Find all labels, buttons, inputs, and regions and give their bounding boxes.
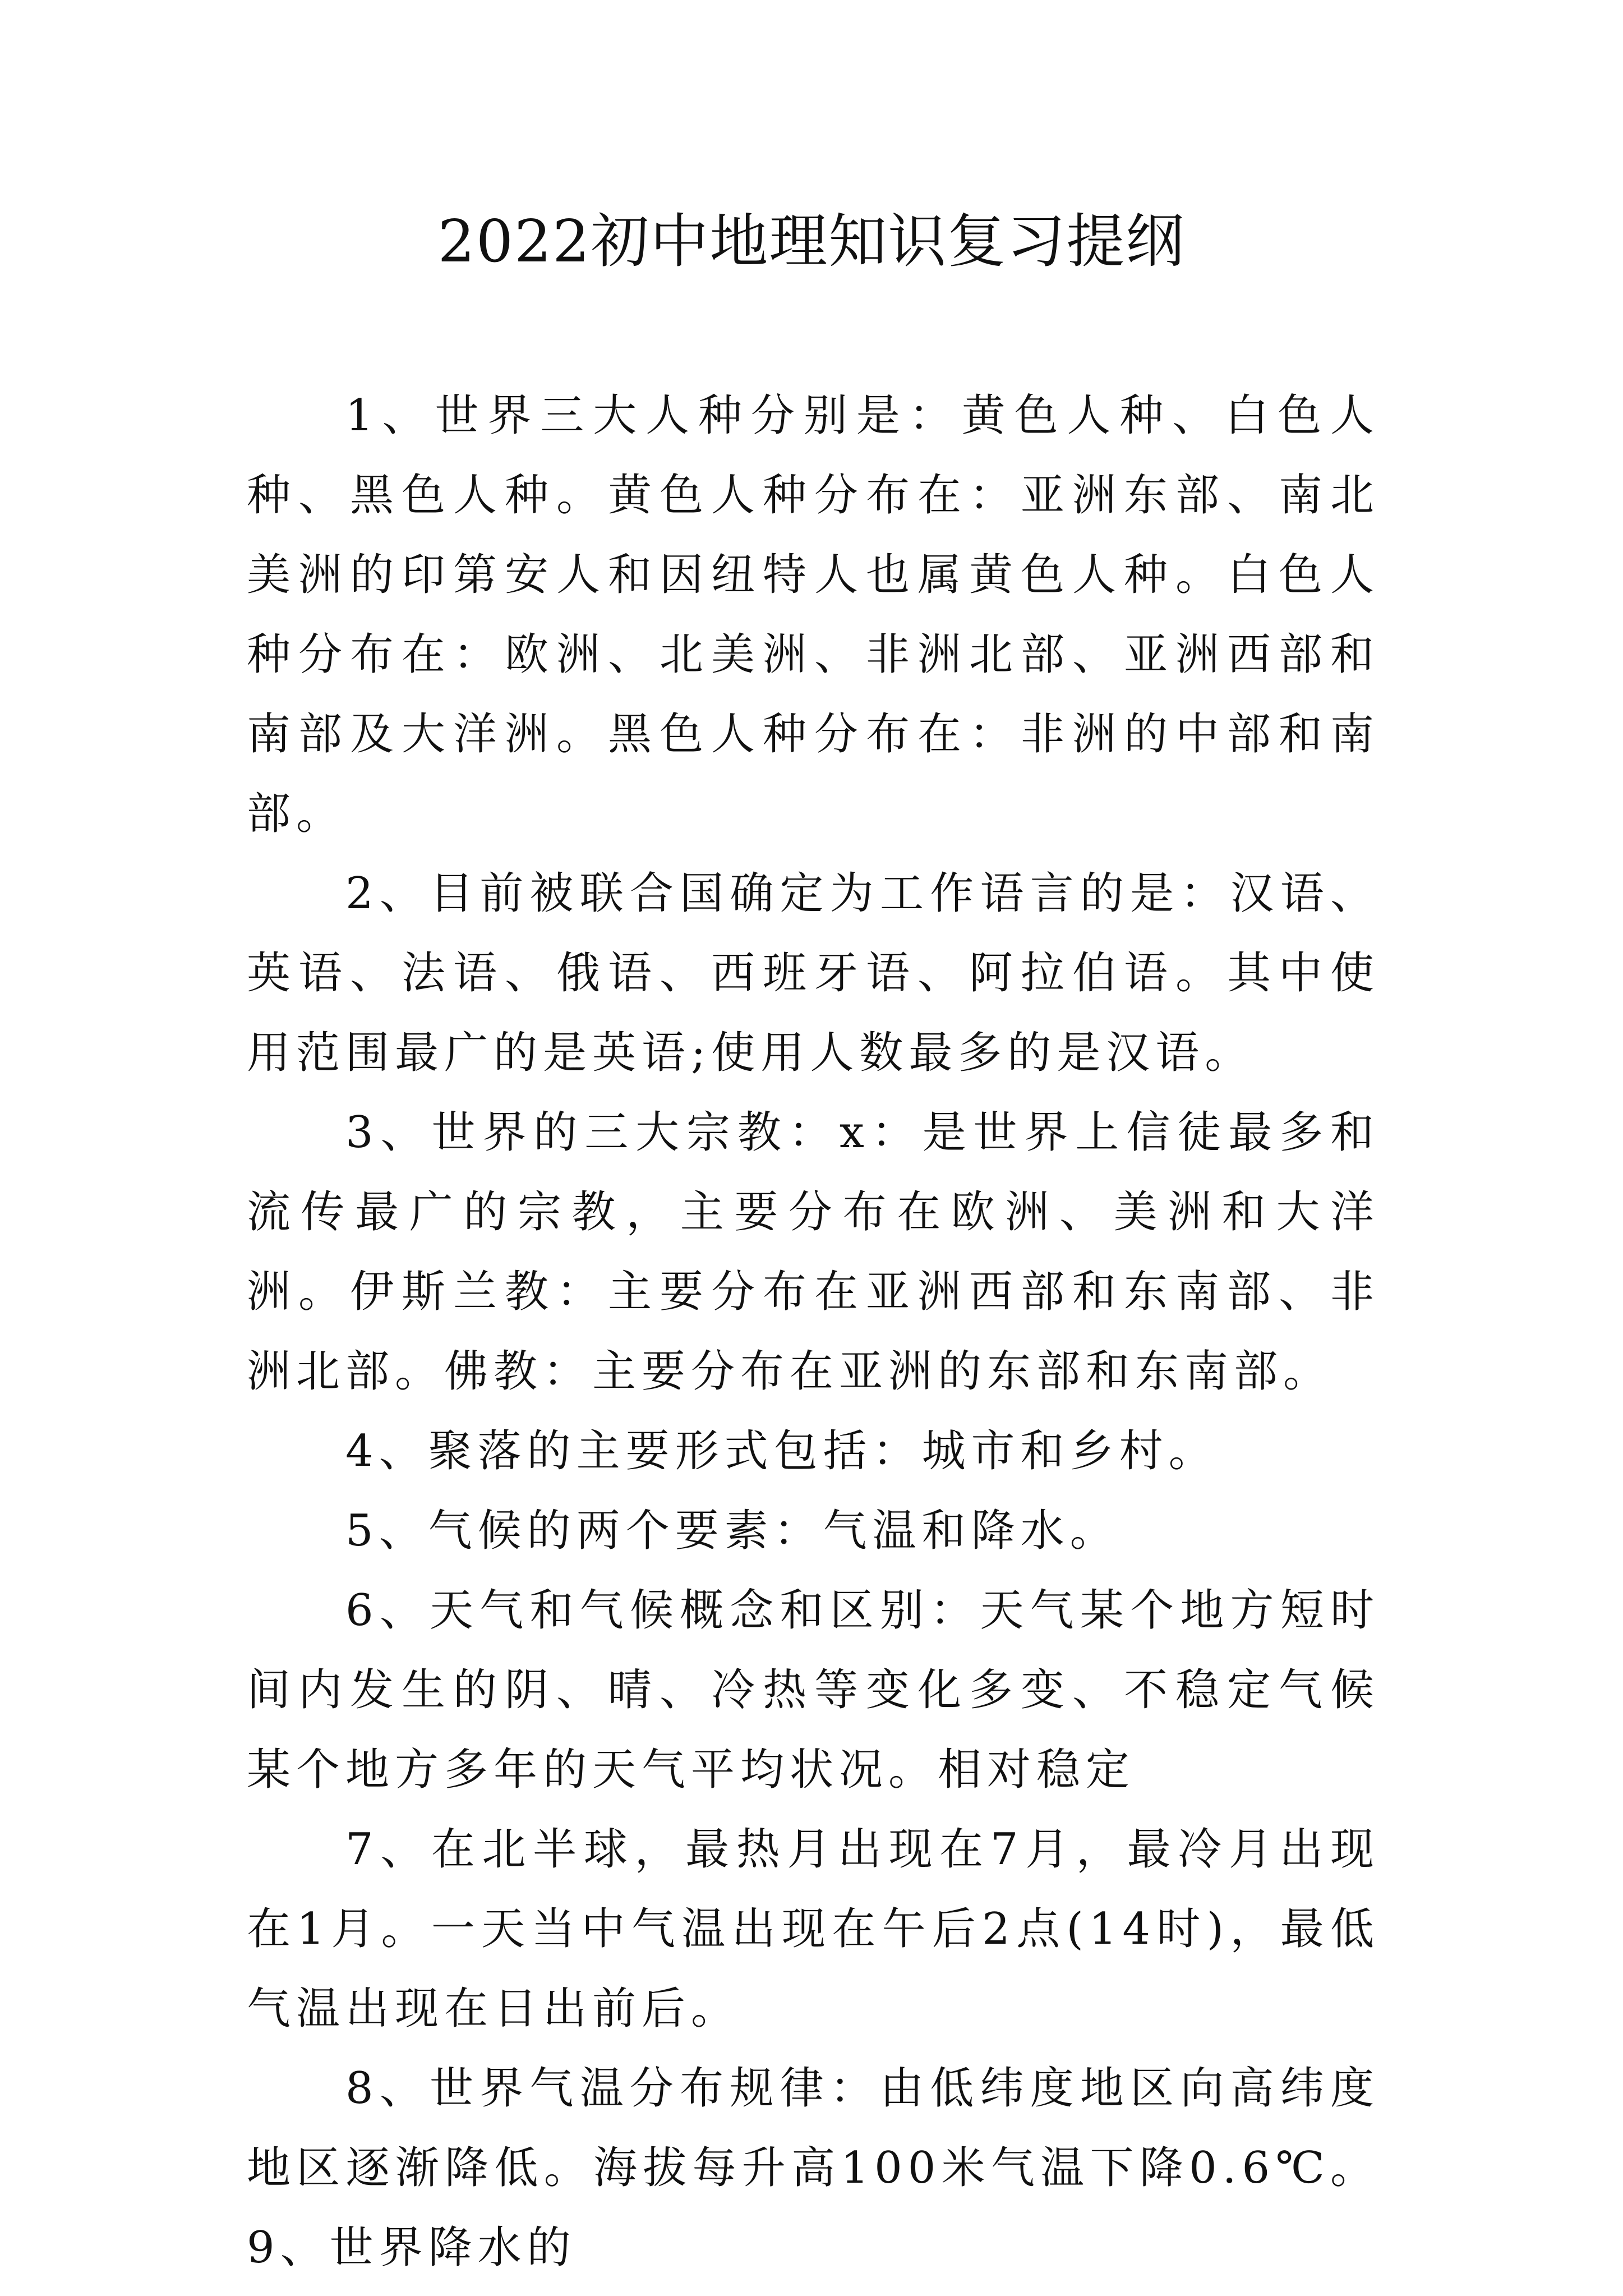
paragraph-2: 2、目前被联合国确定为工作语言的是：汉语、英语、法语、俄语、西班牙语、阿拉伯语。其中使用范围最广的是英语;使用人数最多的是汉语。: [247, 868, 1380, 1078]
paragraph-4: 4、聚落的主要形式包括：城市和乡村。: [345, 1426, 1218, 1476]
paragraph-3: 3、世界的三大宗教：x：是世界上信徒最多和流传最广的宗教，主要分布在欧洲、美洲和大洋洲。伊斯兰教：主要分布在亚洲西部和东南部、非洲北部。佛教：主要分布在亚洲的东部和东南部。: [247, 1107, 1380, 1397]
paragraph-6: 6、天气和气候概念和区别：天气某个地方短时间内发生的阴、晴、冷热等变化多变、不稳定气候某个地方多年的天气平均状况。相对稳定: [247, 1585, 1380, 1795]
paragraph-1: 1、世界三大人种分别是：黄色人种、白色人种、黑色人种。黄色人种分布在：亚洲东部、南北美洲的印第安人和因纽特人也属黄色人种。白色人种分布在：欧洲、北美洲、非洲北部、亚洲西部和南部及大洋洲。黑色人种分布在：非洲的中部和南部。: [247, 390, 1380, 839]
paragraph-5: 5、气候的两个要素：气温和降水。: [345, 1506, 1119, 1556]
paragraph-8: 8、世界气温分布规律：由低纬度地区向高纬度地区逐渐降低。海拔每升高100米气温下降0.6℃。9、世界降水的: [247, 2063, 1380, 2273]
paragraph-7: 7、在北半球，最热月出现在7月，最冷月出现在1月。一天当中气温出现在午后2点(14时)，最低气温出现在日出前后。: [247, 1824, 1380, 2034]
document-title: 2022初中地理知识复习提纲: [437, 207, 1186, 275]
document-body: [247, 376, 1380, 2288]
